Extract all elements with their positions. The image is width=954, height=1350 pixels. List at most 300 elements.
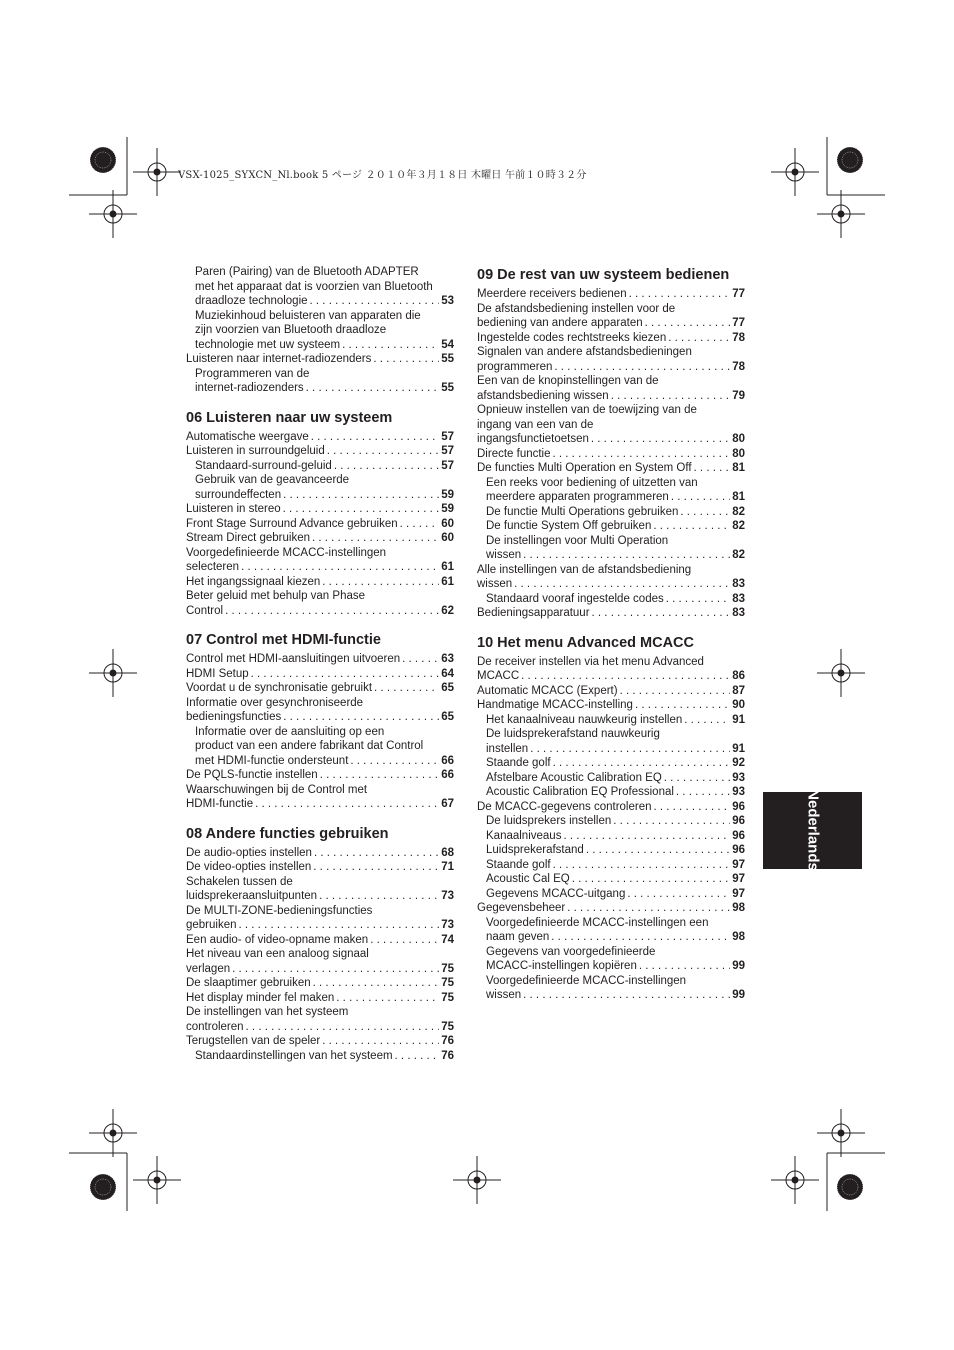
dot-leader (312, 531, 439, 546)
toc-entry-title: Luisteren in stereo (186, 503, 281, 515)
dot-leader (314, 846, 439, 861)
dot-leader (680, 505, 730, 520)
toc-page-number: 76 (441, 1035, 454, 1047)
toc-entry-title: internet-radiozenders (195, 382, 304, 394)
dot-leader (572, 872, 730, 887)
toc-entry-title: met HDMI-functie ondersteunt (195, 754, 349, 767)
toc-entry-line: Voorgedefinieerde MCACC-instellingen (486, 974, 687, 987)
toc-entry-title: MCACC (477, 670, 520, 682)
toc-page-number: 97 (732, 873, 745, 885)
toc-entry-title: Luisteren in surroundgeluid (186, 445, 325, 457)
language-tab (763, 789, 862, 871)
toc-page-number: 99 (732, 989, 745, 1001)
dot-leader (395, 1049, 440, 1064)
toc-entry-title: De functie System Off gebruiken (486, 520, 652, 532)
toc-entry-title: wissen (486, 549, 522, 561)
dot-leader (684, 713, 730, 728)
toc-page-number: 78 (732, 331, 745, 344)
toc-entry[interactable] (186, 459, 454, 474)
toc-entry-title: selecteren (186, 561, 240, 573)
toc-page-number: 66 (441, 769, 454, 781)
toc-entry-title: Bedieningsapparatuur (477, 607, 590, 619)
toc-entry-title: Gegevensbeheer (477, 902, 566, 914)
toc-page-number: 53 (441, 295, 454, 307)
dot-leader (530, 742, 730, 757)
toc-entry-title: De slaaptimer gebruiken (186, 977, 311, 989)
dot-leader (241, 560, 439, 575)
section-heading: 07 Control met HDMI-functie (186, 632, 381, 648)
toc-entry-title: Staande golf (486, 757, 551, 769)
dot-leader (336, 991, 439, 1006)
toc-entry-title: Control met HDMI-aansluitingen uitvoeren (186, 653, 401, 665)
toc-entry[interactable] (477, 534, 745, 563)
dot-leader (327, 444, 439, 459)
dot-leader (402, 652, 439, 667)
toc-page-number: 59 (441, 488, 454, 501)
toc-entry[interactable] (477, 713, 745, 728)
toc-page-number: 97 (732, 887, 745, 900)
dot-leader (563, 829, 730, 844)
toc-entry-line: Programmeren van de (195, 367, 310, 380)
dot-leader (342, 338, 439, 353)
toc-entry[interactable] (186, 652, 454, 667)
toc-entry[interactable] (186, 444, 454, 459)
toc-entry[interactable] (477, 447, 745, 462)
toc-entry[interactable] (186, 575, 454, 590)
toc-entry[interactable] (186, 1005, 454, 1034)
toc-entry-line: Informatie over de aansluiting op een (195, 725, 385, 738)
toc-entry-title: Staande golf (486, 858, 551, 871)
dot-leader (592, 606, 731, 621)
dot-leader (654, 800, 731, 815)
dot-leader (251, 667, 440, 682)
toc-page-number: 82 (732, 520, 745, 532)
toc-entry[interactable] (186, 367, 454, 396)
toc-page-number: 80 (732, 433, 745, 445)
toc-entry[interactable] (477, 505, 745, 520)
toc-entry-title: Terugstellen van de speler (186, 1035, 321, 1047)
toc-entry[interactable] (186, 991, 454, 1006)
toc-entry[interactable] (477, 563, 745, 592)
language-tab-label: Nederlands (804, 789, 822, 871)
dot-leader (313, 976, 440, 991)
dot-leader (319, 889, 439, 904)
toc-entry[interactable] (186, 309, 454, 353)
toc-entry-line: De receiver instellen via het menu Advanced (477, 655, 704, 668)
dot-leader (521, 669, 730, 684)
dot-leader (322, 1034, 439, 1049)
toc-entry[interactable] (186, 517, 454, 532)
toc-entry-title: De video-opties instellen (186, 861, 312, 873)
toc-entry-title: wissen (477, 578, 513, 590)
dot-leader (639, 959, 730, 974)
toc-page-number: 68 (441, 846, 454, 859)
toc-entry[interactable] (186, 265, 454, 309)
dot-leader (373, 352, 439, 367)
toc-page-number: 98 (732, 931, 745, 943)
dot-leader (523, 988, 730, 1003)
toc-entry-title: Standaard vooraf ingestelde codes (486, 592, 664, 605)
toc-entry[interactable] (186, 860, 454, 875)
dot-leader (554, 360, 730, 375)
toc-entry-title: Automatische weergave (186, 430, 309, 443)
dot-leader (311, 430, 439, 445)
toc-page-number: 96 (732, 800, 745, 813)
dot-leader (553, 447, 731, 462)
toc-entry-title: De PQLS-functie instellen (186, 769, 318, 781)
toc-entry[interactable] (477, 858, 745, 873)
dot-leader (620, 684, 731, 699)
toc-entry-title: De MCACC-gegevens controleren (477, 800, 652, 813)
toc-entry[interactable] (477, 814, 745, 829)
dot-leader (666, 592, 730, 607)
toc-page-number: 59 (441, 503, 454, 515)
dot-leader (306, 381, 440, 396)
toc-entry-title: wissen (486, 989, 522, 1001)
toc-entry-title: Afstelbare Acoustic Calibration EQ (486, 771, 662, 784)
dot-leader (676, 785, 730, 800)
dot-leader (671, 490, 730, 505)
dot-leader (514, 577, 730, 592)
toc-entry[interactable] (186, 696, 454, 725)
toc-entry-line: Informatie over gesynchroniseerde (186, 696, 364, 709)
toc-entry[interactable] (186, 783, 454, 812)
toc-entry-title: meerdere apparaten programmeren (486, 491, 669, 503)
toc-entry-line: Voorgedefinieerde MCACC-instellingen (186, 546, 387, 559)
toc-entry-line: met het apparaat dat is voorzien van Bluetooth (195, 280, 433, 293)
toc-entry[interactable] (477, 829, 745, 844)
dot-leader (283, 488, 439, 503)
toc-page-number: 91 (732, 713, 745, 726)
toc-entry-title: Acoustic Calibration EQ Professional (486, 786, 674, 798)
toc-page-number: 54 (441, 338, 454, 351)
toc-page-number: 96 (732, 844, 745, 856)
dot-leader (629, 287, 731, 302)
toc-entry-title: programmeren (477, 360, 553, 373)
toc-entry-line: ingang van een van de (477, 418, 594, 431)
toc-right-column (477, 265, 745, 1003)
toc-entry-line: Gebruik van de geavanceerde (195, 474, 350, 486)
toc-page-number: 66 (441, 754, 454, 767)
toc-entry-line: Een van de knopinstellingen van de (477, 375, 659, 387)
toc-page-number: 61 (441, 561, 454, 573)
toc-entry[interactable] (477, 476, 745, 505)
toc-page-number: 73 (441, 890, 454, 902)
toc-page-number: 63 (441, 653, 454, 665)
toc-entry-title: Control (186, 604, 224, 617)
toc-entry[interactable] (186, 352, 454, 367)
toc-entry-title: De luidsprekers instellen (486, 815, 612, 827)
dot-leader (591, 432, 730, 447)
toc-entry[interactable] (186, 667, 454, 682)
toc-page-number: 57 (441, 459, 454, 472)
toc-entry[interactable] (477, 461, 745, 476)
toc-page-number: 96 (732, 829, 745, 842)
toc-entry-title: ingangsfunctietoetsen (477, 433, 589, 445)
toc-entry-line: De instellingen van het systeem (186, 1006, 349, 1018)
toc-entry[interactable] (477, 727, 745, 756)
toc-entry-title: Handmatige MCACC-instelling (477, 699, 633, 711)
toc-entry[interactable] (186, 589, 454, 618)
toc-entry-line: Waarschuwingen bij de Control met (186, 783, 368, 796)
toc-entry-title: Luidsprekerafstand (486, 844, 584, 856)
section-heading: 09 De rest van uw systeem bedienen (477, 267, 730, 283)
toc-page-number: 98 (732, 902, 745, 914)
dot-leader (255, 797, 439, 812)
dot-leader (283, 710, 439, 725)
toc-entry[interactable] (186, 473, 454, 502)
dot-leader (645, 316, 731, 331)
toc-entry-line: Alle instellingen van de afstandsbediening (477, 563, 692, 576)
toc-page-number: 77 (732, 317, 745, 329)
dot-leader (613, 814, 730, 829)
toc-entry-title: Het kanaalniveau nauwkeurig instellen (486, 713, 683, 726)
toc-entry[interactable] (186, 1049, 454, 1064)
dot-leader (553, 858, 731, 873)
dot-leader (225, 604, 439, 619)
toc-page-number: 80 (732, 447, 745, 460)
dot-leader (232, 962, 439, 977)
toc-entry[interactable] (477, 287, 745, 302)
toc-entry[interactable] (186, 976, 454, 991)
toc-entry[interactable] (477, 771, 745, 786)
toc-entry-title: Het display minder fel maken (186, 991, 335, 1004)
dot-leader (551, 930, 730, 945)
toc-entry-title: HDMI-functie (186, 798, 254, 810)
toc-entry[interactable] (186, 1034, 454, 1049)
toc-page-number: 75 (441, 1020, 454, 1033)
toc-entry-line: De instellingen voor Multi Operation (486, 534, 669, 547)
toc-entry-title: Een audio- of video-opname maken (186, 933, 369, 946)
dot-leader (668, 331, 730, 346)
dot-leader (370, 933, 439, 948)
dot-leader (567, 901, 730, 916)
toc-entry-title: Standaard-surround-geluid (195, 459, 332, 472)
toc-left-column (186, 265, 454, 1063)
toc-entry-line: Voorgedefinieerde MCACC-instellingen een (486, 916, 709, 929)
toc-entry-title: Meerdere receivers bedienen (477, 288, 627, 300)
dot-leader (694, 461, 731, 476)
dot-leader (283, 502, 440, 517)
toc-entry[interactable] (186, 502, 454, 517)
toc-page-number: 73 (441, 919, 454, 931)
toc-entry[interactable] (477, 403, 745, 447)
toc-page-number: 61 (441, 575, 454, 588)
toc-entry-title: Acoustic Cal EQ (486, 873, 570, 885)
toc-entry[interactable] (477, 302, 745, 331)
toc-entry[interactable] (477, 684, 745, 699)
dot-leader (523, 548, 730, 563)
toc-entry-line: Gegevens van voorgedefinieerde (486, 945, 656, 958)
toc-page-number: 87 (732, 684, 745, 697)
toc-entry-title: Voordat u de synchronisatie gebruikt (186, 682, 373, 694)
toc-page-number: 75 (441, 991, 454, 1004)
toc-page-number: 81 (732, 462, 745, 474)
toc-entry-title: De functie Multi Operations gebruiken (486, 505, 679, 518)
toc-entry-title: verlagen (186, 962, 231, 975)
dot-leader (664, 771, 730, 786)
toc-entry-line: Een reeks voor bediening of uitzetten van (486, 476, 698, 489)
toc-entry-title: Ingestelde codes rechtstreeks kiezen (477, 331, 667, 344)
toc-page-number: 96 (732, 815, 745, 827)
toc-entry-line: De MULTI-ZONE-bedieningsfuncties (186, 904, 373, 917)
toc-page-number: 77 (732, 288, 745, 300)
toc-entry[interactable] (186, 531, 454, 546)
toc-entry[interactable] (186, 846, 454, 861)
toc-page-number: 64 (441, 667, 454, 680)
toc-page-number: 67 (441, 798, 454, 810)
toc-entry[interactable] (477, 698, 745, 713)
toc-entry-title: controleren (186, 1020, 244, 1033)
toc-entry[interactable] (186, 933, 454, 948)
toc-entry-line: Muziekinhoud beluisteren van apparaten die (195, 309, 421, 322)
toc-entry[interactable] (477, 901, 745, 916)
toc-page-number: 81 (732, 491, 745, 503)
toc-entry-title: draadloze technologie (195, 295, 308, 307)
toc-entry[interactable] (186, 725, 454, 769)
toc-page-number: 93 (732, 786, 745, 798)
dot-leader (400, 517, 440, 532)
toc-page-number: 99 (732, 960, 745, 972)
dot-leader (334, 459, 439, 474)
dot-leader (350, 754, 439, 769)
toc-page-number: 74 (441, 933, 454, 946)
toc-entry-title: Stream Direct gebruiken (186, 532, 310, 544)
toc-entry[interactable] (477, 800, 745, 815)
toc-entry[interactable] (186, 546, 454, 575)
toc-entry-title: Directe functie (477, 447, 551, 460)
dot-leader (553, 756, 731, 771)
toc-entry-title: Kanaalniveaus (486, 829, 562, 842)
toc-page-number: 75 (441, 962, 454, 975)
toc-entry[interactable] (477, 655, 745, 684)
section-heading: 08 Andere functies gebruiken (186, 825, 389, 842)
toc-entry[interactable] (477, 974, 745, 1003)
toc-entry-title: HDMI Setup (186, 667, 249, 680)
toc-entry[interactable] (477, 606, 745, 621)
toc-entry-line: De afstandsbediening instellen voor de (477, 302, 676, 315)
toc-entry-title: Luisteren naar internet-radiozenders (186, 353, 372, 365)
toc-entry-title: Front Stage Surround Advance gebruiken (186, 517, 398, 530)
toc-entry[interactable] (186, 904, 454, 933)
toc-page-number: 76 (441, 1049, 454, 1062)
toc-entry-line: Beter geluid met behulp van Phase (186, 590, 366, 602)
toc-entry-title: gebruiken (186, 919, 237, 931)
toc-entry-line: Paren (Pairing) van de Bluetooth ADAPTER (195, 266, 419, 278)
toc-entry[interactable] (477, 345, 745, 374)
toc-page-number: 57 (441, 430, 454, 443)
dot-leader (611, 389, 731, 404)
toc-page-number: 90 (732, 699, 745, 711)
toc-entry-title: bedieningsfuncties (186, 711, 282, 723)
toc-entry[interactable] (477, 592, 745, 607)
toc-page-number: 82 (732, 505, 745, 518)
toc-page-number: 93 (732, 771, 745, 784)
toc-entry-line: Opnieuw instellen van de toewijzing van de (477, 404, 697, 416)
toc-entry-title: De functies Multi Operation en System Off (477, 462, 692, 474)
toc-page-number: 83 (732, 607, 745, 619)
toc-entry[interactable] (477, 519, 745, 534)
section-heading: 10 Het menu Advanced MCACC (477, 634, 695, 651)
toc-page-number: 62 (441, 604, 454, 617)
toc-entry-title: Het ingangssignaal kiezen (186, 575, 321, 588)
toc-page-number: 55 (441, 382, 454, 394)
toc-entry[interactable] (477, 374, 745, 403)
dot-leader (586, 843, 730, 858)
section-heading: 06 Luisteren naar uw systeem (186, 409, 393, 426)
dot-leader (627, 887, 730, 902)
dot-leader (246, 1020, 440, 1035)
dot-leader (322, 575, 439, 590)
toc-entry[interactable] (477, 872, 745, 887)
toc-entry-title: surroundeffecten (195, 488, 282, 501)
toc-entry-line: Het niveau van een analoog signaal (186, 948, 369, 960)
toc-entry-title: afstandsbediening wissen (477, 389, 609, 402)
toc-page-number: 79 (732, 389, 745, 402)
toc-entry-title: Automatic MCACC (Expert) (477, 684, 618, 697)
toc-page-number: 83 (732, 592, 745, 605)
toc-page-number: 86 (732, 670, 745, 682)
toc-entry-title: luidsprekeraansluitpunten (186, 890, 318, 902)
toc-page-number: 65 (441, 711, 454, 723)
toc-page-number: 97 (732, 858, 745, 871)
toc-entry[interactable] (477, 945, 745, 974)
toc-entry-title: technologie met uw systeem (195, 338, 341, 351)
toc-page-number: 65 (441, 682, 454, 694)
toc-page-number: 60 (441, 517, 454, 530)
toc-entry-line: product van een andere fabrikant dat Control (195, 740, 424, 752)
toc-entry-line: Signalen van andere afstandsbedieningen (477, 346, 692, 358)
toc-entry-title: bediening van andere apparaten (477, 317, 643, 329)
toc-entry-title: De audio-opties instellen (186, 846, 312, 859)
toc-entry[interactable] (477, 916, 745, 945)
dot-leader (374, 681, 439, 696)
toc-page-number: 78 (732, 360, 745, 373)
print-header: VSX-1025_SYXCN_Nl.book 5 ページ ２０１０年３月１８日 木曜日 午前１０時３２分 (178, 170, 587, 181)
dot-leader (653, 519, 730, 534)
toc-page-number: 71 (441, 861, 454, 873)
toc-page-number: 60 (441, 532, 454, 544)
toc-entry[interactable] (477, 843, 745, 858)
dot-leader (313, 860, 439, 875)
toc-entry[interactable] (186, 947, 454, 976)
toc-entry-title: naam geven (486, 931, 550, 943)
dot-leader (310, 294, 440, 309)
toc-page-number: 83 (732, 578, 745, 590)
toc-entry-title: instellen (486, 742, 529, 755)
toc-entry-title: Standaardinstellingen van het systeem (195, 1049, 393, 1062)
toc-entry[interactable] (477, 785, 745, 800)
toc-page-number: 55 (441, 353, 454, 365)
toc-entry-line: zijn voorzien van Bluetooth draadloze (195, 324, 387, 336)
toc-page-number: 82 (732, 549, 745, 561)
toc-page-number: 57 (441, 445, 454, 457)
dot-leader (239, 918, 440, 933)
dot-leader (320, 768, 440, 783)
toc-entry[interactable] (477, 331, 745, 346)
toc-entry[interactable] (477, 887, 745, 902)
toc-entry-title: MCACC-instellingen kopiëren (486, 960, 637, 972)
toc-entry[interactable] (186, 430, 454, 445)
toc-entry[interactable] (186, 875, 454, 904)
toc-entry-line: De luidsprekerafstand nauwkeurig (486, 728, 660, 740)
dot-leader (635, 698, 730, 713)
toc-entry-title: Gegevens MCACC-uitgang (486, 887, 626, 900)
toc-entry[interactable] (477, 756, 745, 771)
toc-page-number: 92 (732, 757, 745, 769)
toc-entry[interactable] (186, 768, 454, 783)
toc-entry[interactable] (186, 681, 454, 696)
